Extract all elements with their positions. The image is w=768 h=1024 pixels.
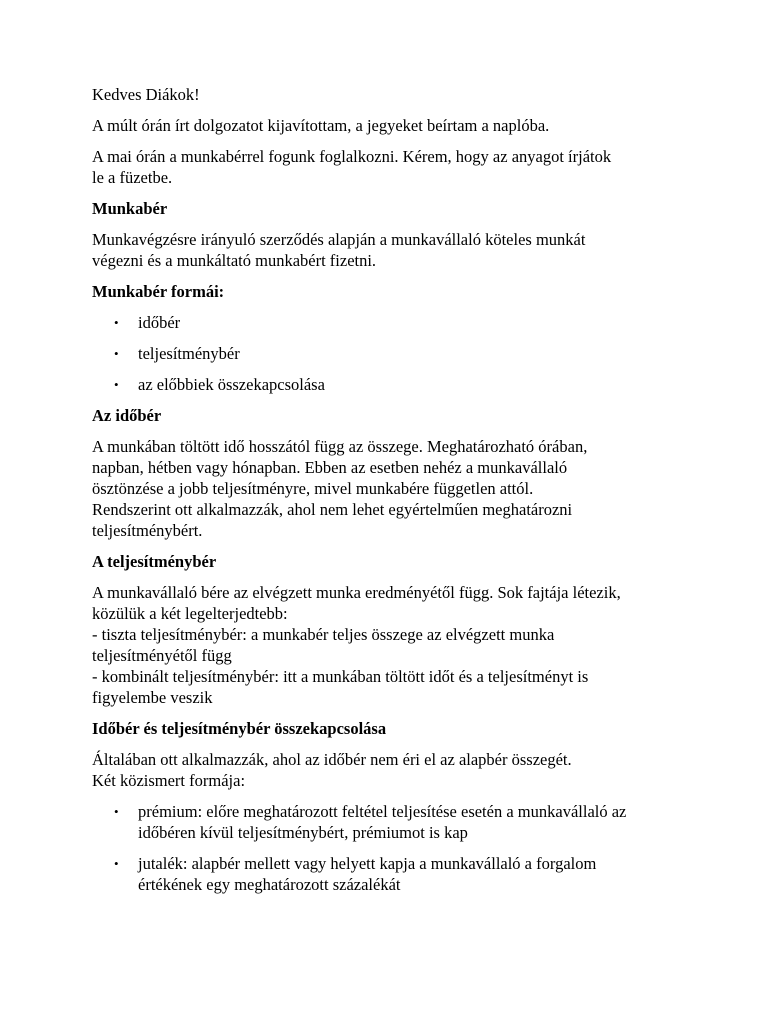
text-line: A munkavállaló bére az elvégzett munka eredményétől függ. Sok fajtája létezik,: [92, 583, 621, 602]
bullet-icon: •: [114, 856, 119, 871]
paragraph-teljesitmenyber: [92, 582, 692, 708]
text-line: ösztönzése a jobb teljesítményre, mivel munkabére független attól.: [92, 479, 534, 498]
text-line: Két közismert formája:: [92, 771, 246, 790]
text-line: A mai órán a munkabérrel fogunk foglalkozni. Kérem, hogy az anyagot írjátok: [92, 147, 612, 166]
text-line: - kombinált teljesítménybér: itt a munkában töltött időt és a teljesítményt is: [92, 667, 589, 686]
heading-munkaber: Munkabér: [92, 199, 168, 218]
list-munkaber-formai: [92, 312, 692, 395]
bullet-icon: •: [114, 377, 119, 392]
list-item-text: értékének egy meghatározott százalékát: [138, 875, 401, 894]
text-line: teljesítménybért.: [92, 521, 203, 540]
bullet-icon: •: [114, 346, 119, 361]
text-line: végezni és a munkáltató munkabért fizetni.: [92, 251, 377, 270]
list-item: [92, 312, 692, 333]
bullet-icon: •: [114, 315, 119, 330]
paragraph-graded: A múlt órán írt dolgozatot kijavítottam, a jegyeket beírtam a naplóba.: [92, 116, 550, 135]
document-body: [92, 84, 692, 905]
list-item-text: jutalék: alapbér mellett vagy helyett kapja a munkavállaló a forgalom: [138, 854, 597, 873]
heading-munkaber-formai: Munkabér formái:: [92, 282, 225, 301]
list-item-text: időbér: [138, 313, 181, 332]
paragraph-osszekapcsolas: [92, 749, 692, 791]
heading-teljesitmenyber: A teljesítménybér: [92, 552, 217, 571]
list-item-text: teljesítménybér: [138, 344, 240, 363]
text-line: teljesítményétől függ: [92, 646, 232, 665]
text-line: A munkában töltött idő hosszától függ az összege. Meghatározható órában,: [92, 437, 588, 456]
text-line: napban, hétben vagy hónapban. Ebben az esetben nehéz a munkavállaló: [92, 458, 568, 477]
list-item: [92, 853, 692, 895]
list-item-text: prémium: előre meghatározott feltétel teljesítése esetén a munkavállaló az: [138, 802, 627, 821]
text-line: figyelembe veszik: [92, 688, 213, 707]
list-item-text: az előbbiek összekapcsolása: [138, 375, 325, 394]
paragraph-idober: [92, 436, 692, 541]
bullet-icon: •: [114, 804, 119, 819]
list-item: [92, 343, 692, 364]
paragraph-intro: [92, 146, 692, 188]
list-osszekapcsolas-formai: [92, 801, 692, 895]
greeting: Kedves Diákok!: [92, 85, 200, 104]
list-item: [92, 374, 692, 395]
text-line: le a füzetbe.: [92, 168, 173, 187]
heading-osszekapcsolas: Időbér és teljesítménybér összekapcsolása: [92, 719, 387, 738]
text-line: Általában ott alkalmazzák, ahol az időbér nem éri el az alapbér összegét.: [92, 750, 572, 769]
text-line: közülük a két legelterjedtebb:: [92, 604, 288, 623]
heading-idober: Az időbér: [92, 406, 162, 425]
text-line: - tiszta teljesítménybér: a munkabér teljes összege az elvégzett munka: [92, 625, 555, 644]
list-item-text: időbéren kívül teljesítménybért, prémiumot is kap: [138, 823, 468, 842]
list-item: [92, 801, 692, 843]
text-line: Munkavégzésre irányuló szerződés alapján a munkavállaló köteles munkát: [92, 230, 586, 249]
text-line: Rendszerint ott alkalmazzák, ahol nem lehet egyértelműen meghatározni: [92, 500, 573, 519]
paragraph-munkaber-definition: [92, 229, 692, 271]
